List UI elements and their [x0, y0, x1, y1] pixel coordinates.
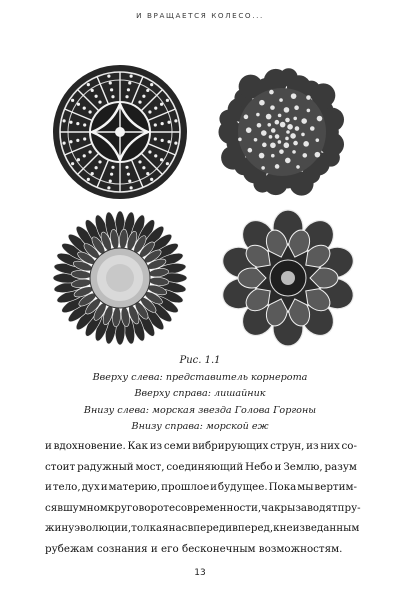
body-line: и вдохновение. Как из семи вибрирующих струн, из них со- [45, 440, 357, 452]
body-line: стоит радужный мост, соединяющий Небо и Землю, разум [45, 460, 357, 473]
lichen-drawing [218, 68, 344, 195]
figure-illustration [20, 40, 380, 360]
body-line: рубежам сознания и его бесконечным возможностям. [45, 542, 343, 555]
figure-caption [0, 353, 400, 436]
caption-line: Внизу слева: морская звезда Голова Горгоны [83, 404, 317, 416]
page-number: 13 [194, 568, 206, 578]
body-paragraph [45, 436, 361, 559]
figure-number: Рис. 1.1 [179, 355, 221, 366]
sea-urchin-drawing [219, 210, 358, 346]
rhizostome-jellyfish-drawing [53, 65, 187, 199]
body-line: и тело, дух и материю, прошлое и будущее. Пока мы вертим- [45, 481, 357, 493]
caption-line: Внизу справа: морской еж [131, 421, 269, 432]
body-line: жину эволюции, толкая нас вперед и вперед, к неизведанным [45, 522, 360, 534]
running-head: И ВРАЩАЕТСЯ КОЛЕСО... [136, 11, 264, 20]
caption-line: Вверху слева: представитель корнерота [92, 371, 308, 383]
caption-line: Вверху справа: лишайник [134, 388, 266, 399]
basket-star-drawing [53, 211, 187, 345]
body-line: ся в шумном круговороте современности, чакры заводят пру- [45, 501, 361, 514]
